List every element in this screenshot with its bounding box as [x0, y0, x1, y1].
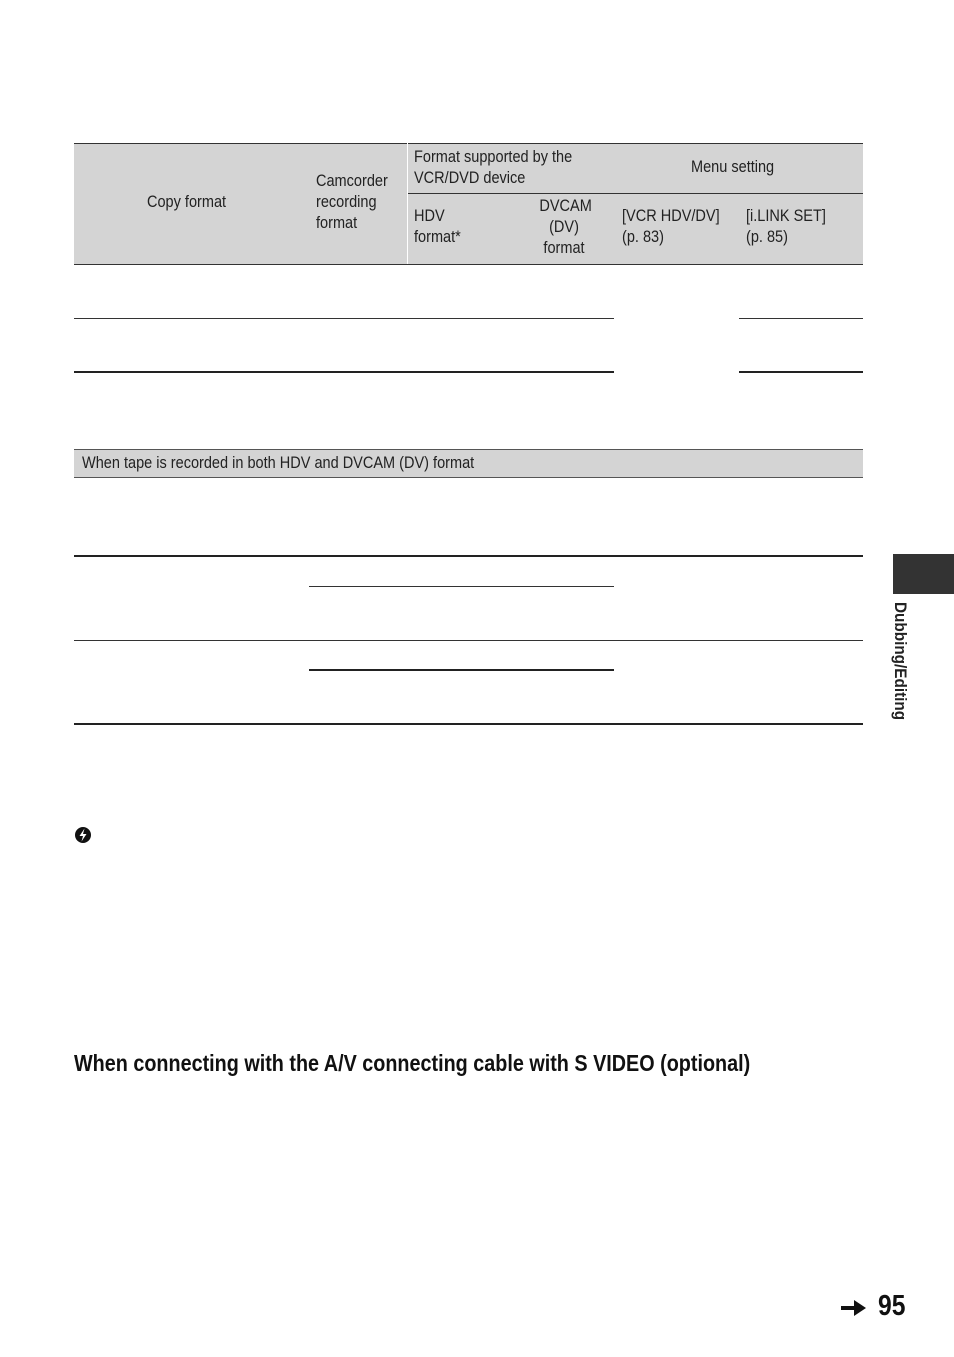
table-2-row-rule	[74, 555, 863, 557]
table-2	[74, 449, 863, 725]
table-1-bottom-rule	[739, 371, 863, 373]
table-2-row-rule	[74, 640, 863, 641]
header-format-supported: Format supported by the VCR/DVD device	[414, 148, 573, 187]
section-tab	[893, 554, 954, 594]
header-bottom-rule	[74, 264, 863, 265]
header-vcr-hdv-dv: [VCR HDV/DV] (p. 83)	[622, 207, 720, 246]
table-1-row-rule	[74, 318, 614, 319]
section-tab-label: Dubbing/Editing	[891, 602, 910, 721]
table-2-sub-rule	[309, 586, 614, 587]
header-divider	[407, 143, 408, 264]
table-2-sub-rule	[309, 669, 614, 671]
header-dvcam-format: DVCAM (DV) format	[539, 197, 592, 257]
page-number: 95	[878, 1290, 906, 1322]
header-hdv-format: HDV format*	[414, 207, 461, 246]
header-camcorder-format: Camcorder recording format	[316, 172, 388, 232]
section-heading: When connecting with the A/V connecting cable with S VIDEO (optional)	[74, 1050, 751, 1076]
tip-icon	[74, 826, 92, 844]
arrow-right-icon	[840, 1298, 868, 1318]
header-ilink-set: [i.LINK SET] (p. 85)	[746, 207, 826, 246]
header-inner-rule	[407, 193, 863, 194]
header-copy-format: Copy format	[147, 193, 227, 211]
table-2-section-title: When tape is recorded in both HDV and DVCAM (DV) format	[82, 454, 475, 472]
header-top-rule	[74, 143, 863, 144]
table-1-bottom-rule	[74, 371, 614, 373]
table-1	[74, 143, 863, 373]
table-2-bottom-rule	[74, 723, 863, 725]
header-menu-setting: Menu setting	[691, 158, 775, 176]
table-1-row-rule	[739, 318, 863, 319]
